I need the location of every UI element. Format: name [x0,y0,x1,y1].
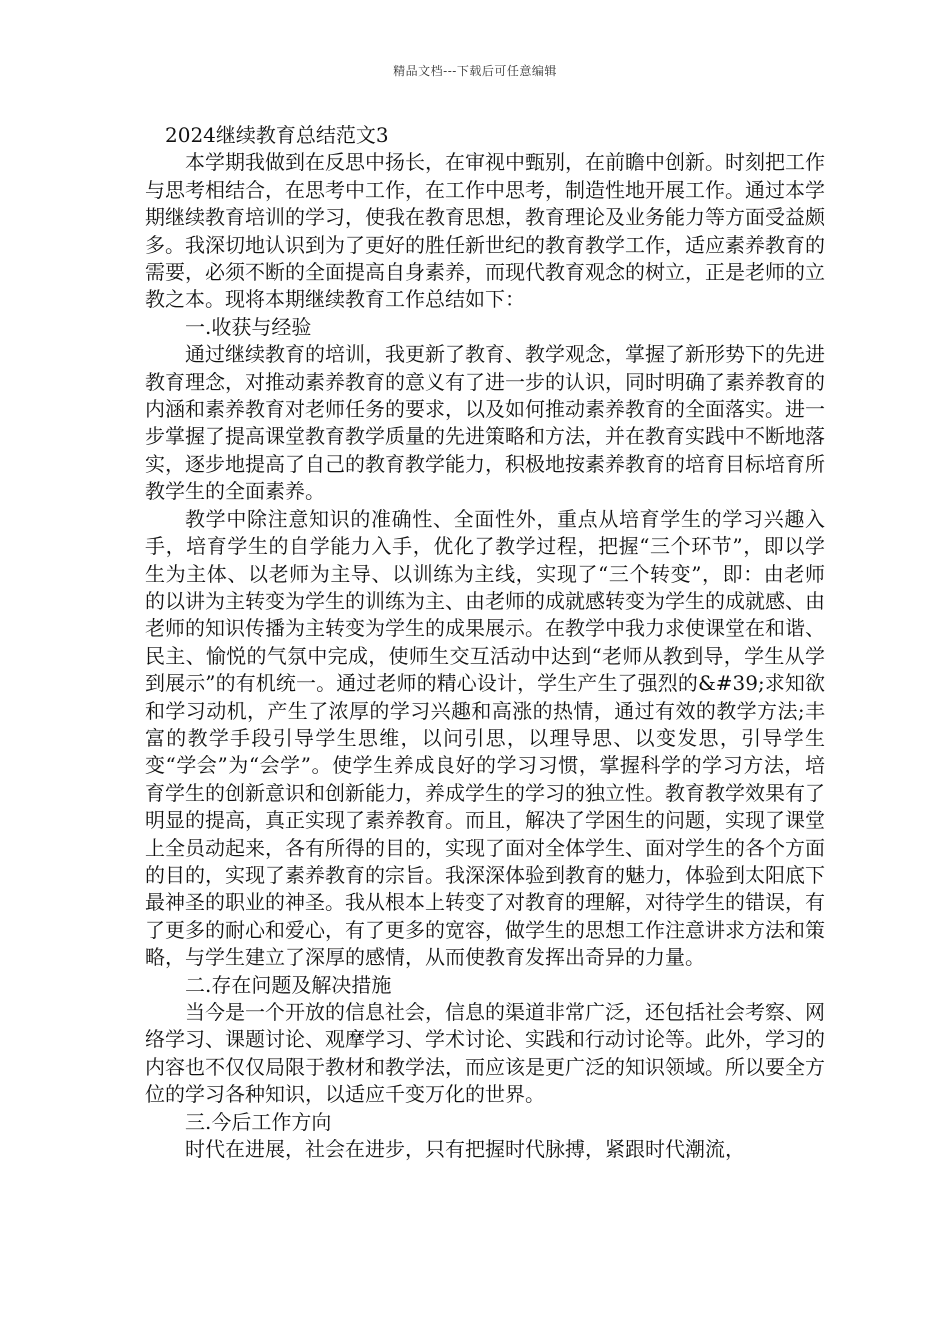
section-gains-paragraph-1: 通过继续教育的培训，我更新了教育、教学观念，掌握了新形势下的先进教育理念，对推动素养教育的意义有了进一步的认识，同时明确了素养教育的内涵和素养教育对老师任务的要求，以及如何推动素养教育的全面落实。进一步掌握了提高课堂教育教学质量的先进策略和方法，并在教育实践中不断地落实，逐步地提高了自己的教育教学能力，积极地按素养教育的培育目标培育所教学生的全面素养。 [145,342,825,504]
section-heading-future: 三.今后工作方向 [185,1109,332,1134]
section-future-paragraph: 时代在进展，社会在进步，只有把握时代脉搏，紧跟时代潮流， [185,1137,745,1162]
section-problems-paragraph: 当今是一个开放的信息社会，信息的渠道非常广泛，还包括社会考察、网络学习、课题讨论、观摩学习、学术讨论、实践和行动讨论等。此外，学习的内容也不仅仅局限于教材和教学法，而应该是更广泛的知识领域。所以要全方位的学习各种知识，以适应千变万化的世界。 [145,1000,825,1107]
section-heading-problems: 二.存在问题及解决措施 [185,972,392,997]
document-body [145,122,825,1163]
section-gains-paragraph-2: 教学中除注意知识的准确性、全面性外，重点从培育学生的学习兴趣入手，培育学生的自学能力入手，优化了教学过程，把握“三个环节”，即以学生为主体、以老师为主导、以训练为主线，实现了“三个转变”，即：由老师的以讲为主转变为学生的训练为主、由老师的成就感转变为学生的成就感、由老师的知识传播为主转变为学生的成果展示。在教学中我力求使课堂在和谐、民主、愉悦的气氛中完成，使师生交互活动中达到“老师从教到导，学生从学到展示”的有机统一。通过老师的精心设计，学生产生了强烈的&#39;求知欲和学习动机，产生了浓厚的学习兴趣和高涨的热情，通过有效的教学方法;丰富的教学手段引导学生思维，以问引思，以理导思、以变发思，引导学生变“学会”为“会学”。使学生养成良好的学习习惯，掌握科学的学习方法，培育学生的创新意识和创新能力，养成学生的学习的独立性。教育教学效果有了明显的提高，真正实现了素养教育。而且，解决了学困生的问题，实现了课堂上全员动起来，各有所得的目的，实现了面对全体学生、面对学生的各个方面的目的，实现了素养教育的宗旨。我深深体验到教育的魅力，体验到太阳底下最神圣的职业的神圣。我从根本上转变了对教育的理解，对待学生的错误，有了更多的耐心和爱心，有了更多的宽容，做学生的思想工作注意讲求方法和策略，与学生建立了深厚的感情，从而使教育发挥出奇异的力量。 [145,506,825,970]
intro-paragraph: 本学期我做到在反思中扬长，在审视中甄别，在前瞻中创新。时刻把工作与思考相结合，在思考中工作，在工作中思考，制造性地开展工作。通过本学期继续教育培训的学习，使我在教育思想，教育理论及业务能力等方面受益颇多。我深切地认识到为了更好的胜任新世纪的教育教学工作，适应素养教育的需要，必须不断的全面提高自身素养，而现代教育观念的树立，正是老师的立教之本。现将本期继续教育工作总结如下： [145,150,825,312]
document-title: 2024继续教育总结范文3 [165,123,389,147]
section-heading-gains: 一.收获与经验 [185,314,312,339]
page-header: 精品文档---下载后可任意编辑 [393,64,557,78]
